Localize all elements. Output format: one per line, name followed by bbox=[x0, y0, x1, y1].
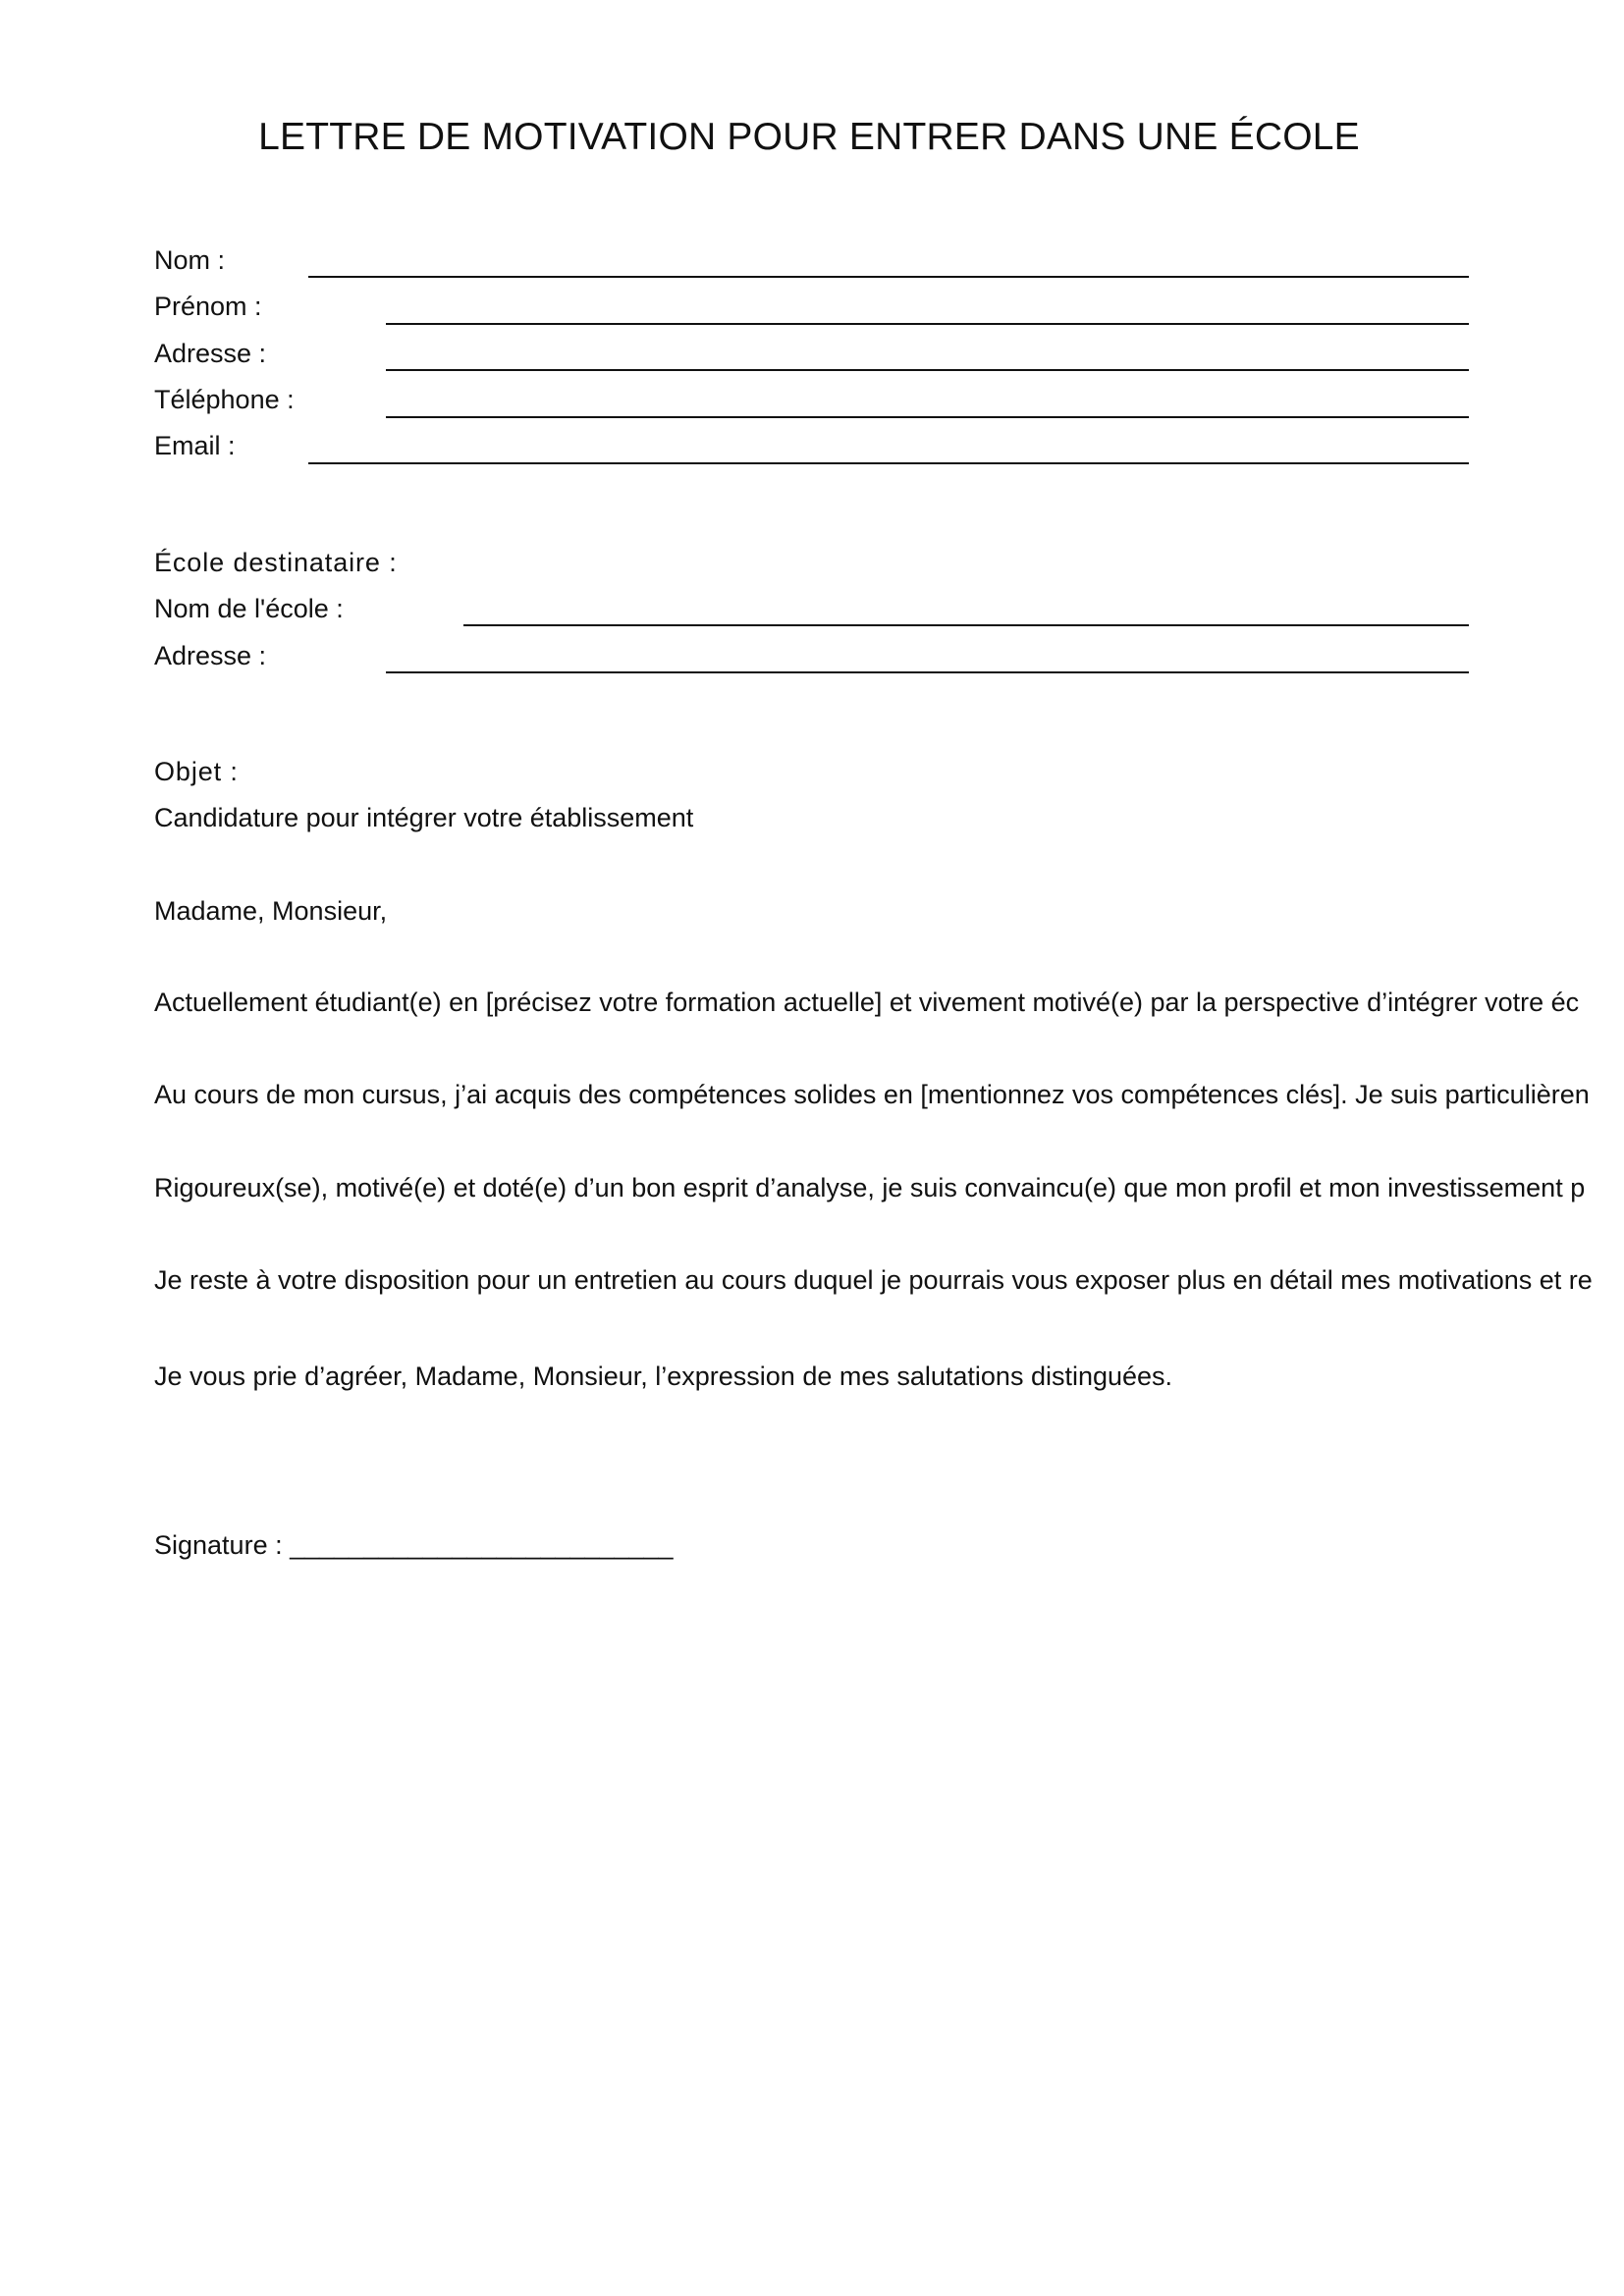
document-title-text: LETTRE DE MOTIVATION POUR ENTRER DANS UNE ÉCOLE bbox=[258, 116, 1360, 158]
school-name-label: Nom de l'école : bbox=[154, 594, 344, 623]
object-text: Candidature pour intégrer votre établissement bbox=[154, 803, 694, 832]
salutation: Madame, Monsieur, bbox=[154, 896, 388, 926]
school-heading: École destinataire : bbox=[154, 548, 398, 577]
signature-row bbox=[154, 1532, 674, 1559]
closing-line: Je vous prie d’agréer, Madame, Monsieur, l’expression de mes salutations distinguées. bbox=[154, 1362, 1173, 1391]
school-address-label: Adresse : bbox=[154, 641, 267, 670]
telephone-label: Téléphone : bbox=[154, 385, 295, 414]
document-title bbox=[0, 116, 1624, 159]
body-paragraph-3: Rigoureux(se), motivé(e) et doté(e) d’un bon esprit d’analyse, je suis convaincu(e) que mon profil et mon investissement p bbox=[154, 1173, 1586, 1202]
body-paragraph-1: Actuellement étudiant(e) en [précisez votre formation actuelle] et vivement motivé(e) par la perspective d’intégrer votre éc bbox=[154, 988, 1580, 1017]
object-label: Objet : bbox=[154, 757, 239, 786]
signature-line[interactable]: __________________________ bbox=[290, 1530, 674, 1560]
nom-label: Nom : bbox=[154, 245, 226, 275]
prenom-label: Prénom : bbox=[154, 292, 262, 321]
signature-label: Signature : bbox=[154, 1530, 283, 1560]
email-label: Email : bbox=[154, 431, 236, 460]
nom-field-line[interactable] bbox=[308, 276, 1469, 278]
body-paragraph-4: Je reste à votre disposition pour un entretien au cours duquel je pourrais vous exposer plus en détail mes motivations et re bbox=[154, 1265, 1593, 1295]
body-paragraph-2: Au cours de mon cursus, j’ai acquis des compétences solides en [mentionnez vos compétences clés]. Je suis particulièren bbox=[154, 1080, 1590, 1109]
prenom-field-line[interactable] bbox=[386, 323, 1469, 325]
adresse-label: Adresse : bbox=[154, 339, 267, 368]
telephone-field-line[interactable] bbox=[386, 416, 1469, 418]
email-field-line[interactable] bbox=[308, 462, 1469, 464]
adresse-field-line[interactable] bbox=[386, 369, 1469, 371]
school-address-field-line[interactable] bbox=[386, 671, 1469, 673]
school-name-field-line[interactable] bbox=[463, 624, 1469, 626]
